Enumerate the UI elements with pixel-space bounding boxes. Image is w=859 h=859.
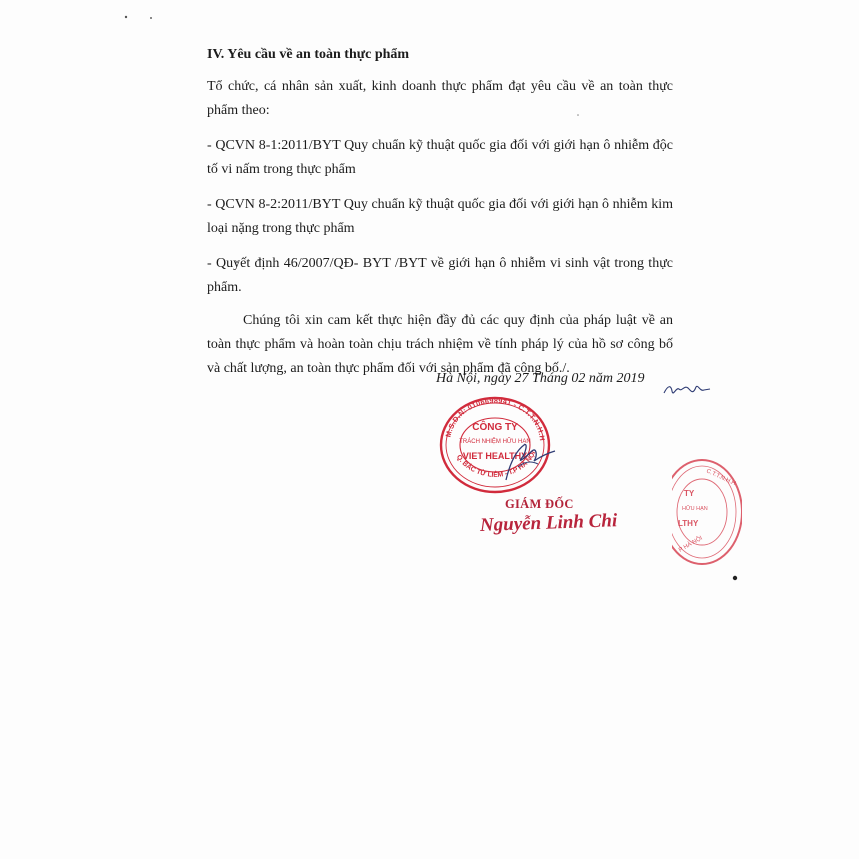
stamp-ring-bottom-text: Q. BẮC TỪ LIÊM - T.P HÀ NỘI [454, 450, 538, 479]
scan-speck [125, 16, 127, 18]
intro-paragraph: Tổ chức, cá nhân sản xuất, kinh doanh thực phẩm đạt yêu cầu về an toàn thực phẩm theo: [207, 79, 673, 118]
body-text [207, 44, 673, 381]
signer-title: GIÁM ĐỐC [505, 497, 574, 511]
partial-stamp-ring-bottom-text: P HÀ NỘI [678, 535, 704, 554]
partial-stamp-text: TY [684, 489, 695, 498]
stamp-company-label: CÔNG TY [472, 422, 518, 433]
requirement-item-qcvn-8-2: - QCVN 8-2:2011/BYT Quy chuẩn kỹ thuật quốc gia đối với giới hạn ô nhiễm kim loại nặng trong thực phẩm [207, 197, 673, 236]
svg-text:M.S.D.N: 0106698941 - C.T.T.N. [443, 396, 547, 441]
date-line: Hà Nội, ngày 27 Tháng 02 năm 2019 [436, 371, 645, 386]
scan-speck [150, 17, 152, 19]
stamp-company-type: TRÁCH NHIỆM HỮU HẠN [459, 439, 531, 445]
company-stamp [428, 385, 563, 495]
requirement-item-decision-46: - Quyết định 46/2007/QĐ- BYT /BYT về giới hạn ô nhiễm vi sinh vật trong thực phẩm. [207, 256, 673, 295]
initials-scribble-icon [662, 379, 712, 401]
partial-stamp-right [672, 456, 742, 568]
stamp-company-name: VIET HEALTHY [462, 451, 528, 461]
partial-stamp-ring-text: C.T.T.N.H.H [705, 468, 737, 488]
partial-stamp-text: HỮU HẠN [682, 506, 708, 512]
section-heading: IV. Yêu cầu về an toàn thực phẩm [207, 47, 410, 62]
commitment-paragraph: Chúng tôi xin cam kết thực hiện đầy đủ các quy định của pháp luật về an toàn thực phẩm và hoàn toàn chịu trách nhiệm về tính pháp lý của hồ sơ công bố và chất lượng, an toàn thực phẩm đối với sản phẩm đã công bố./. [207, 313, 673, 376]
signer-name: Nguyễn Linh Chi [479, 510, 618, 536]
stamp-ring-text: M.S.D.N: 0106698941 - C.T.T.N.H.H [443, 395, 547, 442]
requirement-item-qcvn-8-1: - QCVN 8-1:2011/BYT Quy chuẩn kỹ thuật quốc gia đối với giới hạn ô nhiễm độc tố vi nấm trong thực phẩm [207, 138, 673, 177]
partial-stamp-text: LTHY [678, 519, 699, 528]
scan-speck [733, 576, 737, 580]
